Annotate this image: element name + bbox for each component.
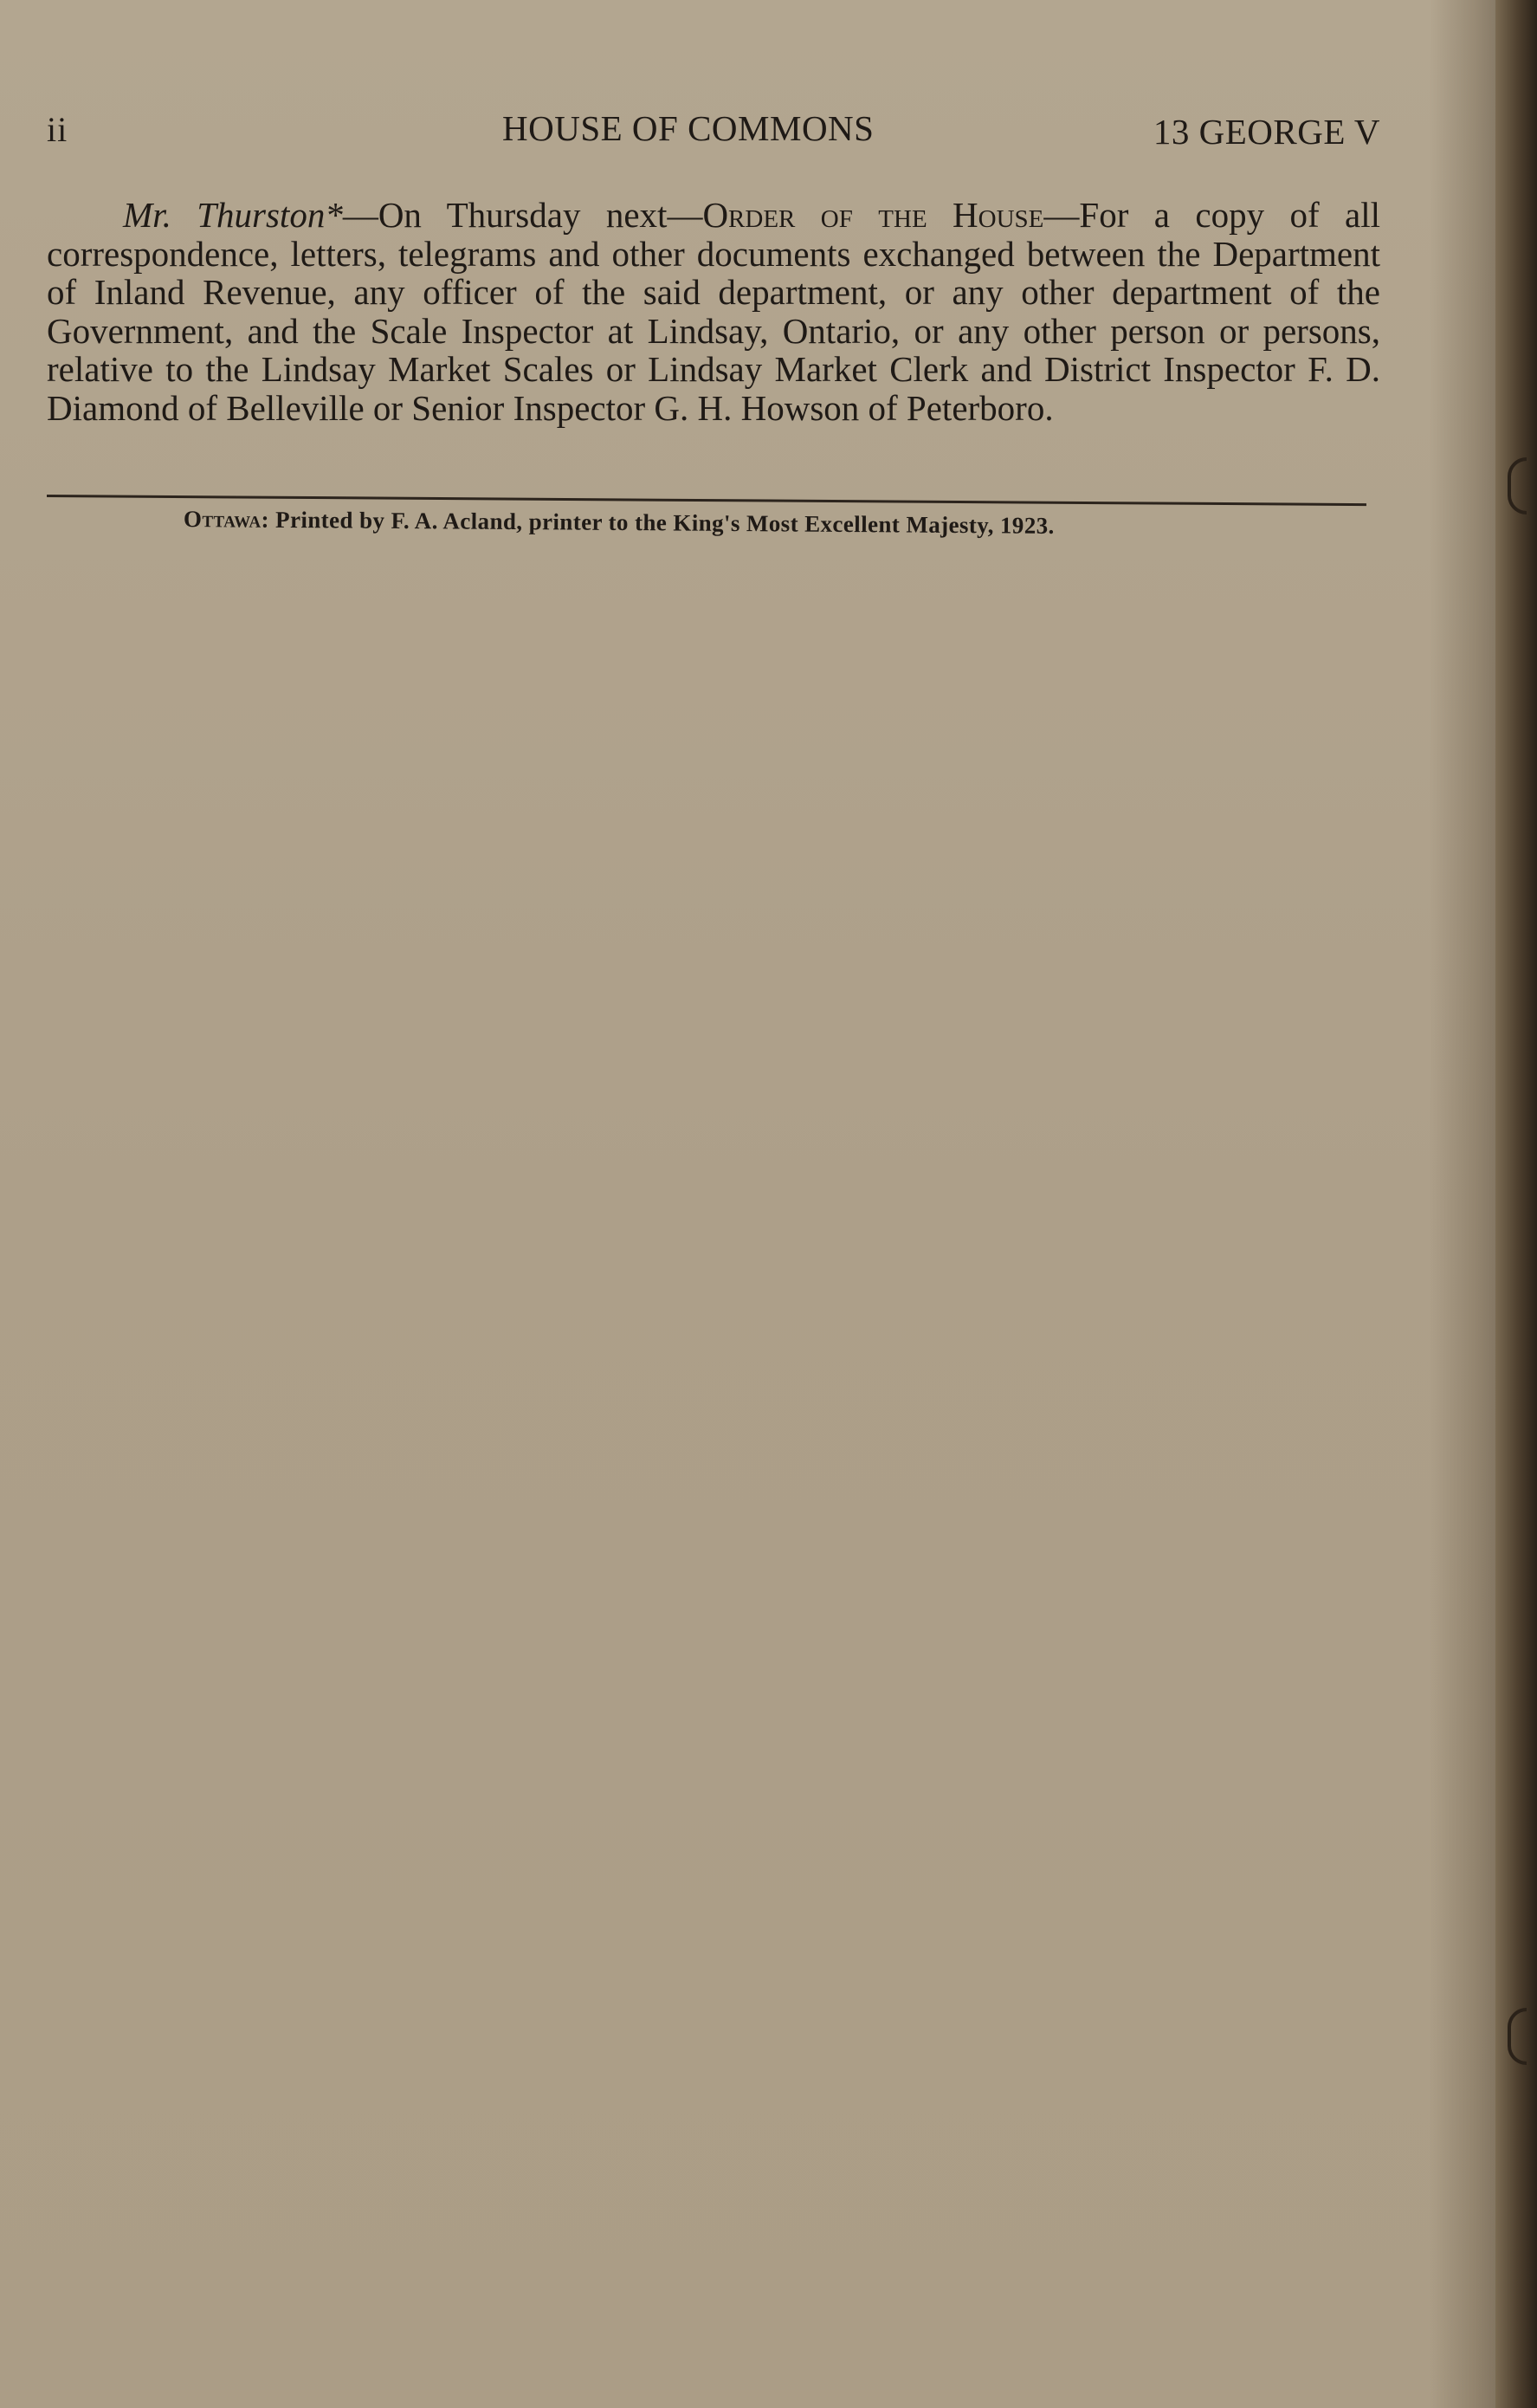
running-title: HOUSE OF COMMONS xyxy=(502,108,875,148)
printer-imprint xyxy=(184,506,1055,540)
binding-clip-top xyxy=(1508,457,1527,515)
imprint-rule xyxy=(47,495,1366,506)
notice-text: —For a copy of all correspondence, letters, telegrams and other documents exchanged between the Department of Inland Revenue, any officer of the said department, or any other department of the Government, and the Scale Inspector at Lindsay, Ontario, or any other person or persons, relative to the Lindsay Market Scales or Lindsay Market Clerk and District Inspector F. D. Diamond of Belleville or Senior Inspector G. H. Howson of Peterboro. xyxy=(47,195,1381,428)
imprint-text: Printed by F. A. Acland, printer to the King's Most Excellent Majesty, 1923. xyxy=(268,506,1055,539)
mover-name: Mr. Thurston* xyxy=(123,195,343,235)
page-header xyxy=(47,102,1380,154)
notice-of-motion xyxy=(47,196,1380,427)
order-type: Order of the House xyxy=(702,195,1044,235)
notice-timing: —On Thursday next— xyxy=(342,195,703,235)
regnal-year: 13 GEORGE V xyxy=(1153,112,1380,152)
imprint-place: Ottawa: xyxy=(183,506,270,533)
page-folio: ii xyxy=(47,110,68,149)
binding-clip-bottom xyxy=(1508,2008,1527,2065)
